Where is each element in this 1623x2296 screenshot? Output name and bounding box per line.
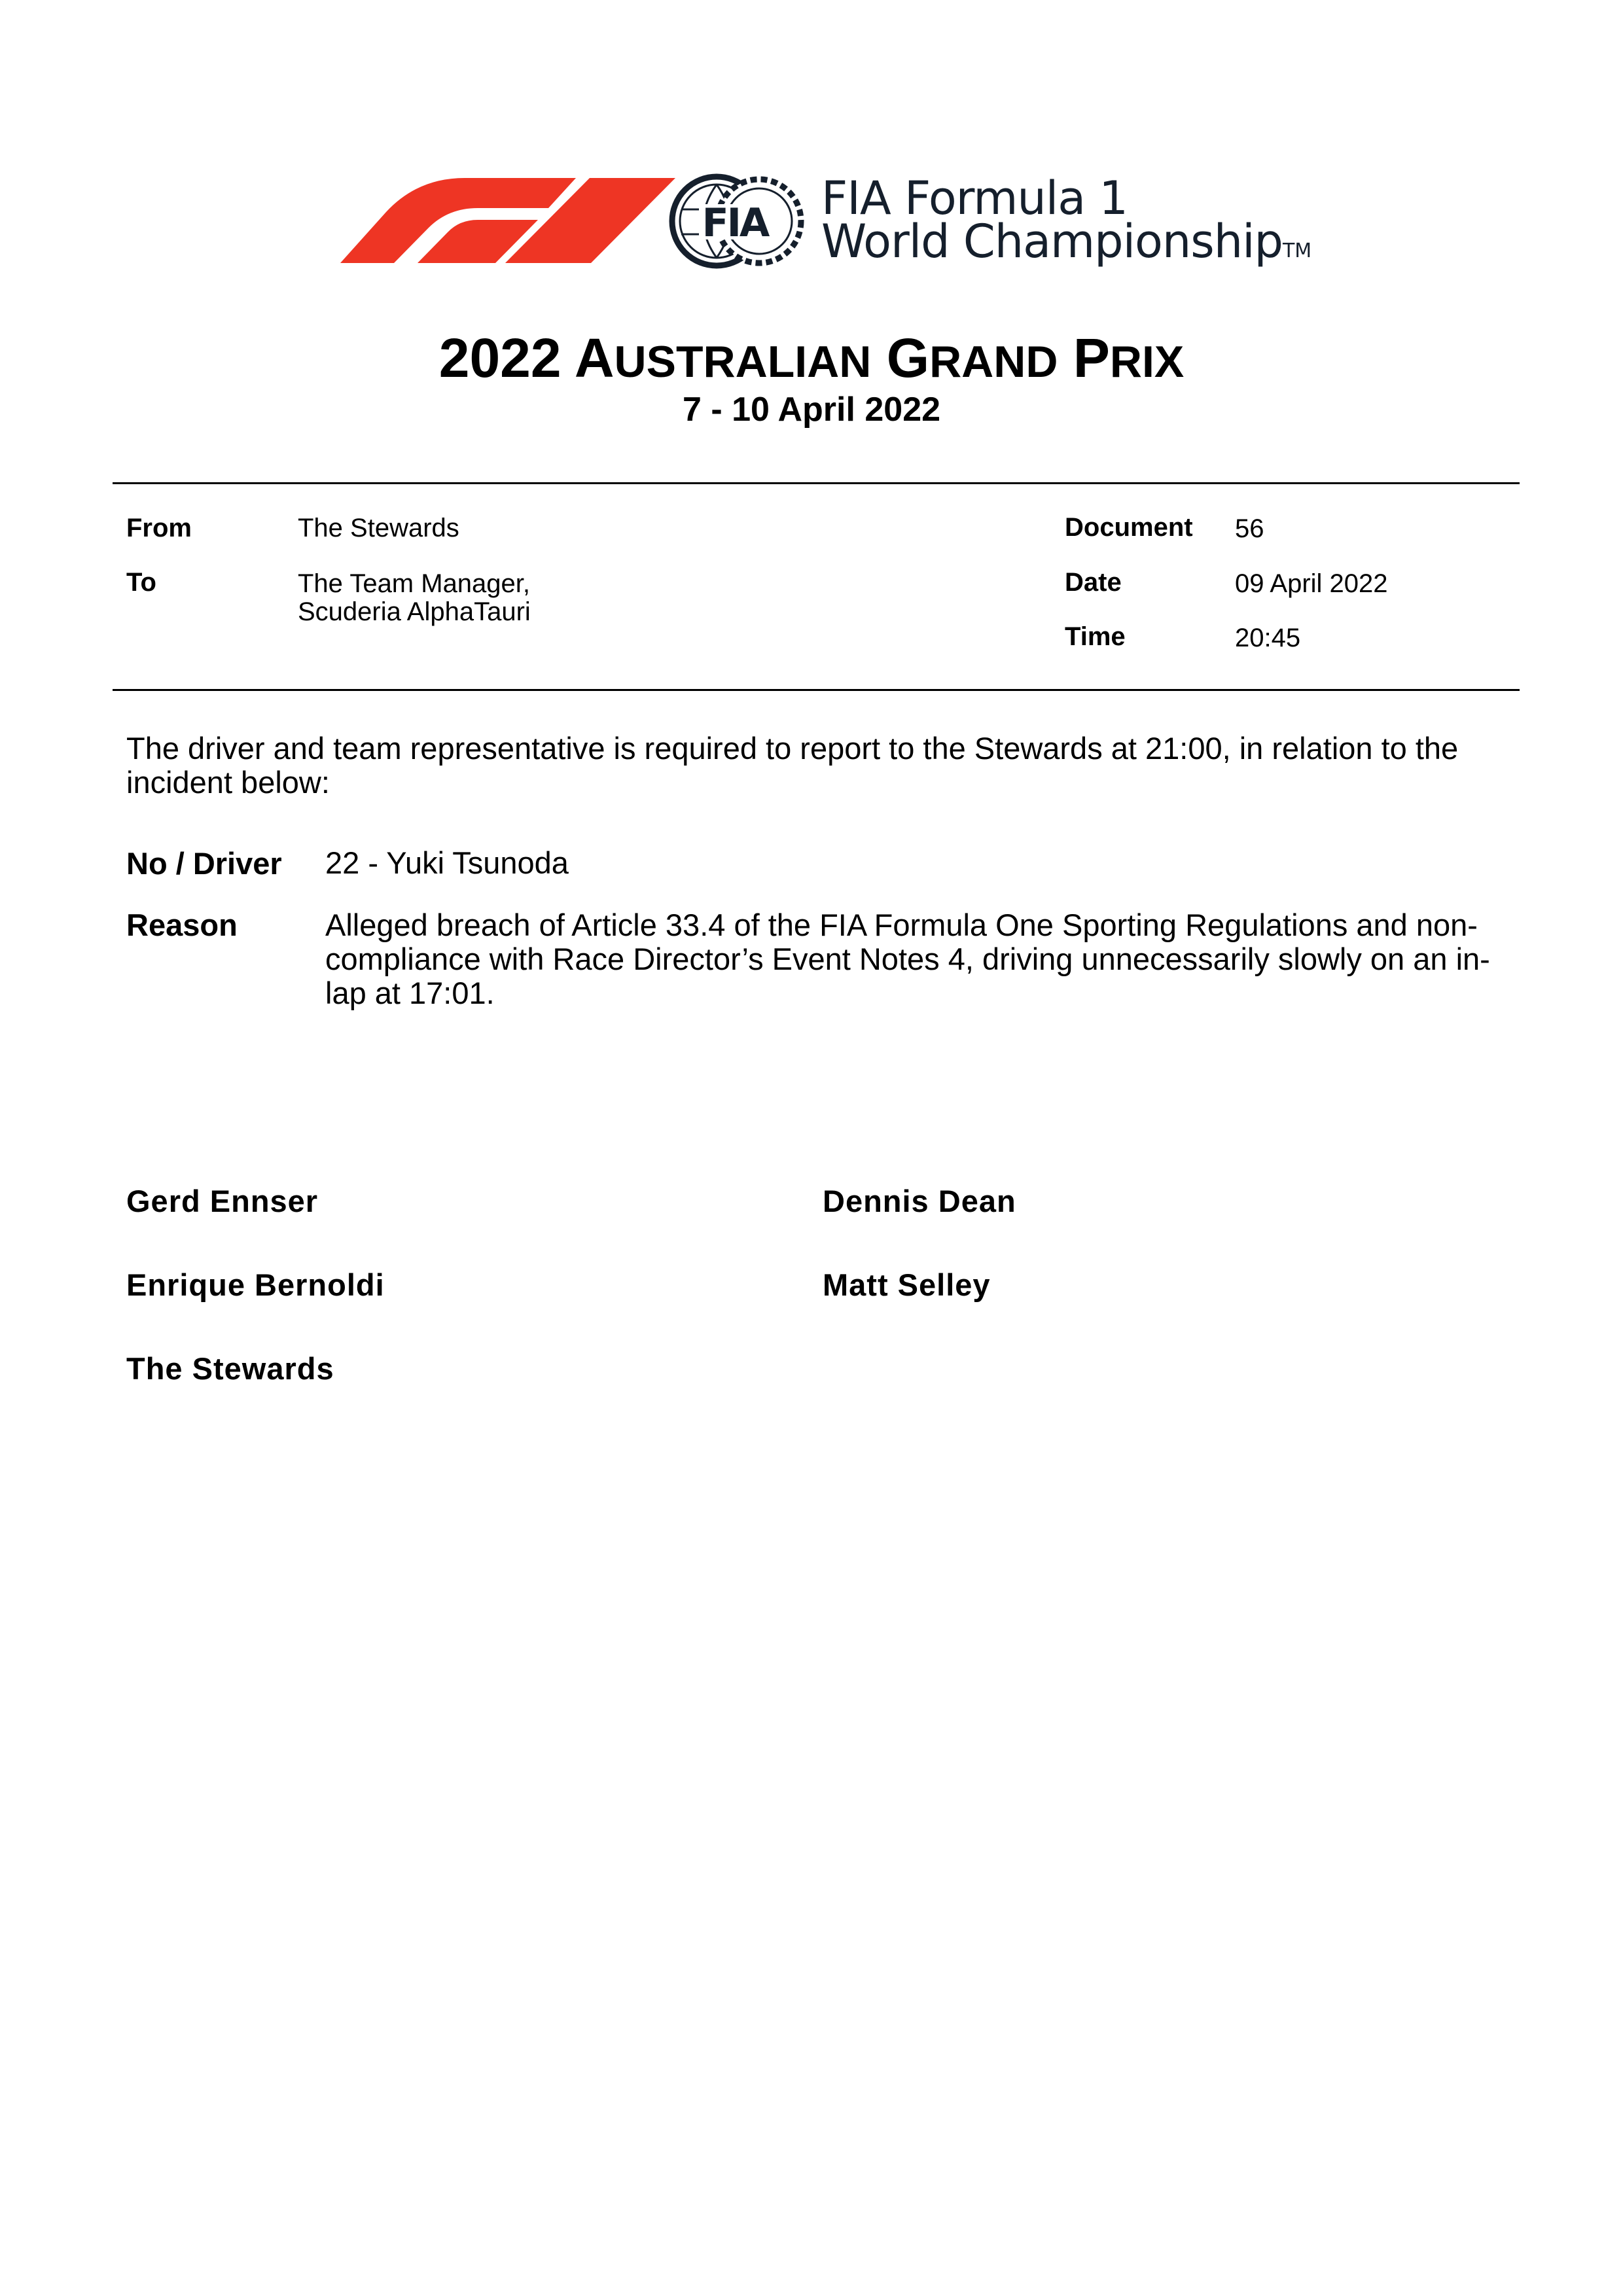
driver-label: No / Driver xyxy=(126,846,282,881)
document-value: 56 xyxy=(1235,514,1264,543)
time-label: Time xyxy=(1065,622,1126,651)
document-label: Document xyxy=(1065,513,1193,542)
title-initial-a: A xyxy=(574,327,615,389)
date-label: Date xyxy=(1065,568,1122,597)
to-value-line-2: Scuderia AlphaTauri xyxy=(298,597,531,626)
to-label: To xyxy=(126,568,156,597)
trademark-mark: TM xyxy=(1282,239,1312,262)
to-value-line-1: The Team Manager, xyxy=(298,569,531,598)
f1-logo-icon xyxy=(340,178,675,263)
brand-line-2 xyxy=(821,215,1312,268)
signatory-3: Enrique Bernoldi xyxy=(126,1267,385,1302)
brand-wordmark xyxy=(821,171,1312,268)
to-value xyxy=(298,569,531,627)
brand-line-1: FIA Formula 1 xyxy=(821,171,1128,225)
bottom-divider xyxy=(113,689,1520,691)
closing-signature: The Stewards xyxy=(126,1351,334,1386)
brand-line-2-text: World Championship xyxy=(821,215,1283,268)
from-label: From xyxy=(126,514,192,542)
title-rest-p: RIX xyxy=(1109,337,1185,387)
reason-label: Reason xyxy=(126,908,238,942)
title-rest-a: USTRALIAN xyxy=(614,337,872,387)
signatory-4: Matt Selley xyxy=(823,1267,991,1302)
event-year: 2022 xyxy=(438,327,562,389)
top-divider xyxy=(113,482,1520,484)
title-initial-p: P xyxy=(1073,327,1110,389)
title-rest-g: RAND xyxy=(929,337,1058,387)
title-initial-g: G xyxy=(886,327,930,389)
event-dates: 7 - 10 April 2022 xyxy=(682,391,941,429)
driver-value: 22 - Yuki Tsunoda xyxy=(325,845,569,880)
signatory-2: Dennis Dean xyxy=(823,1184,1016,1218)
signatory-1: Gerd Ennser xyxy=(126,1184,319,1218)
date-value: 09 April 2022 xyxy=(1235,569,1388,598)
time-value: 20:45 xyxy=(1235,624,1301,652)
summons-text: The driver and team representative is required to report to the Stewards at 21:00, in relation to the incident below: xyxy=(126,731,1459,800)
reason-value: Alleged breach of Article 33.4 of the FIA Formula One Sporting Regulations and non-compliance with Race Director’s Event Notes 4, driving unnecessarily slowly on an in-lap at 17:01. xyxy=(325,908,1490,1010)
from-value: The Stewards xyxy=(298,514,459,542)
event-title xyxy=(0,327,1623,389)
fia-emblem-icon xyxy=(672,177,801,266)
fia-emblem-text: FIA xyxy=(702,200,768,246)
